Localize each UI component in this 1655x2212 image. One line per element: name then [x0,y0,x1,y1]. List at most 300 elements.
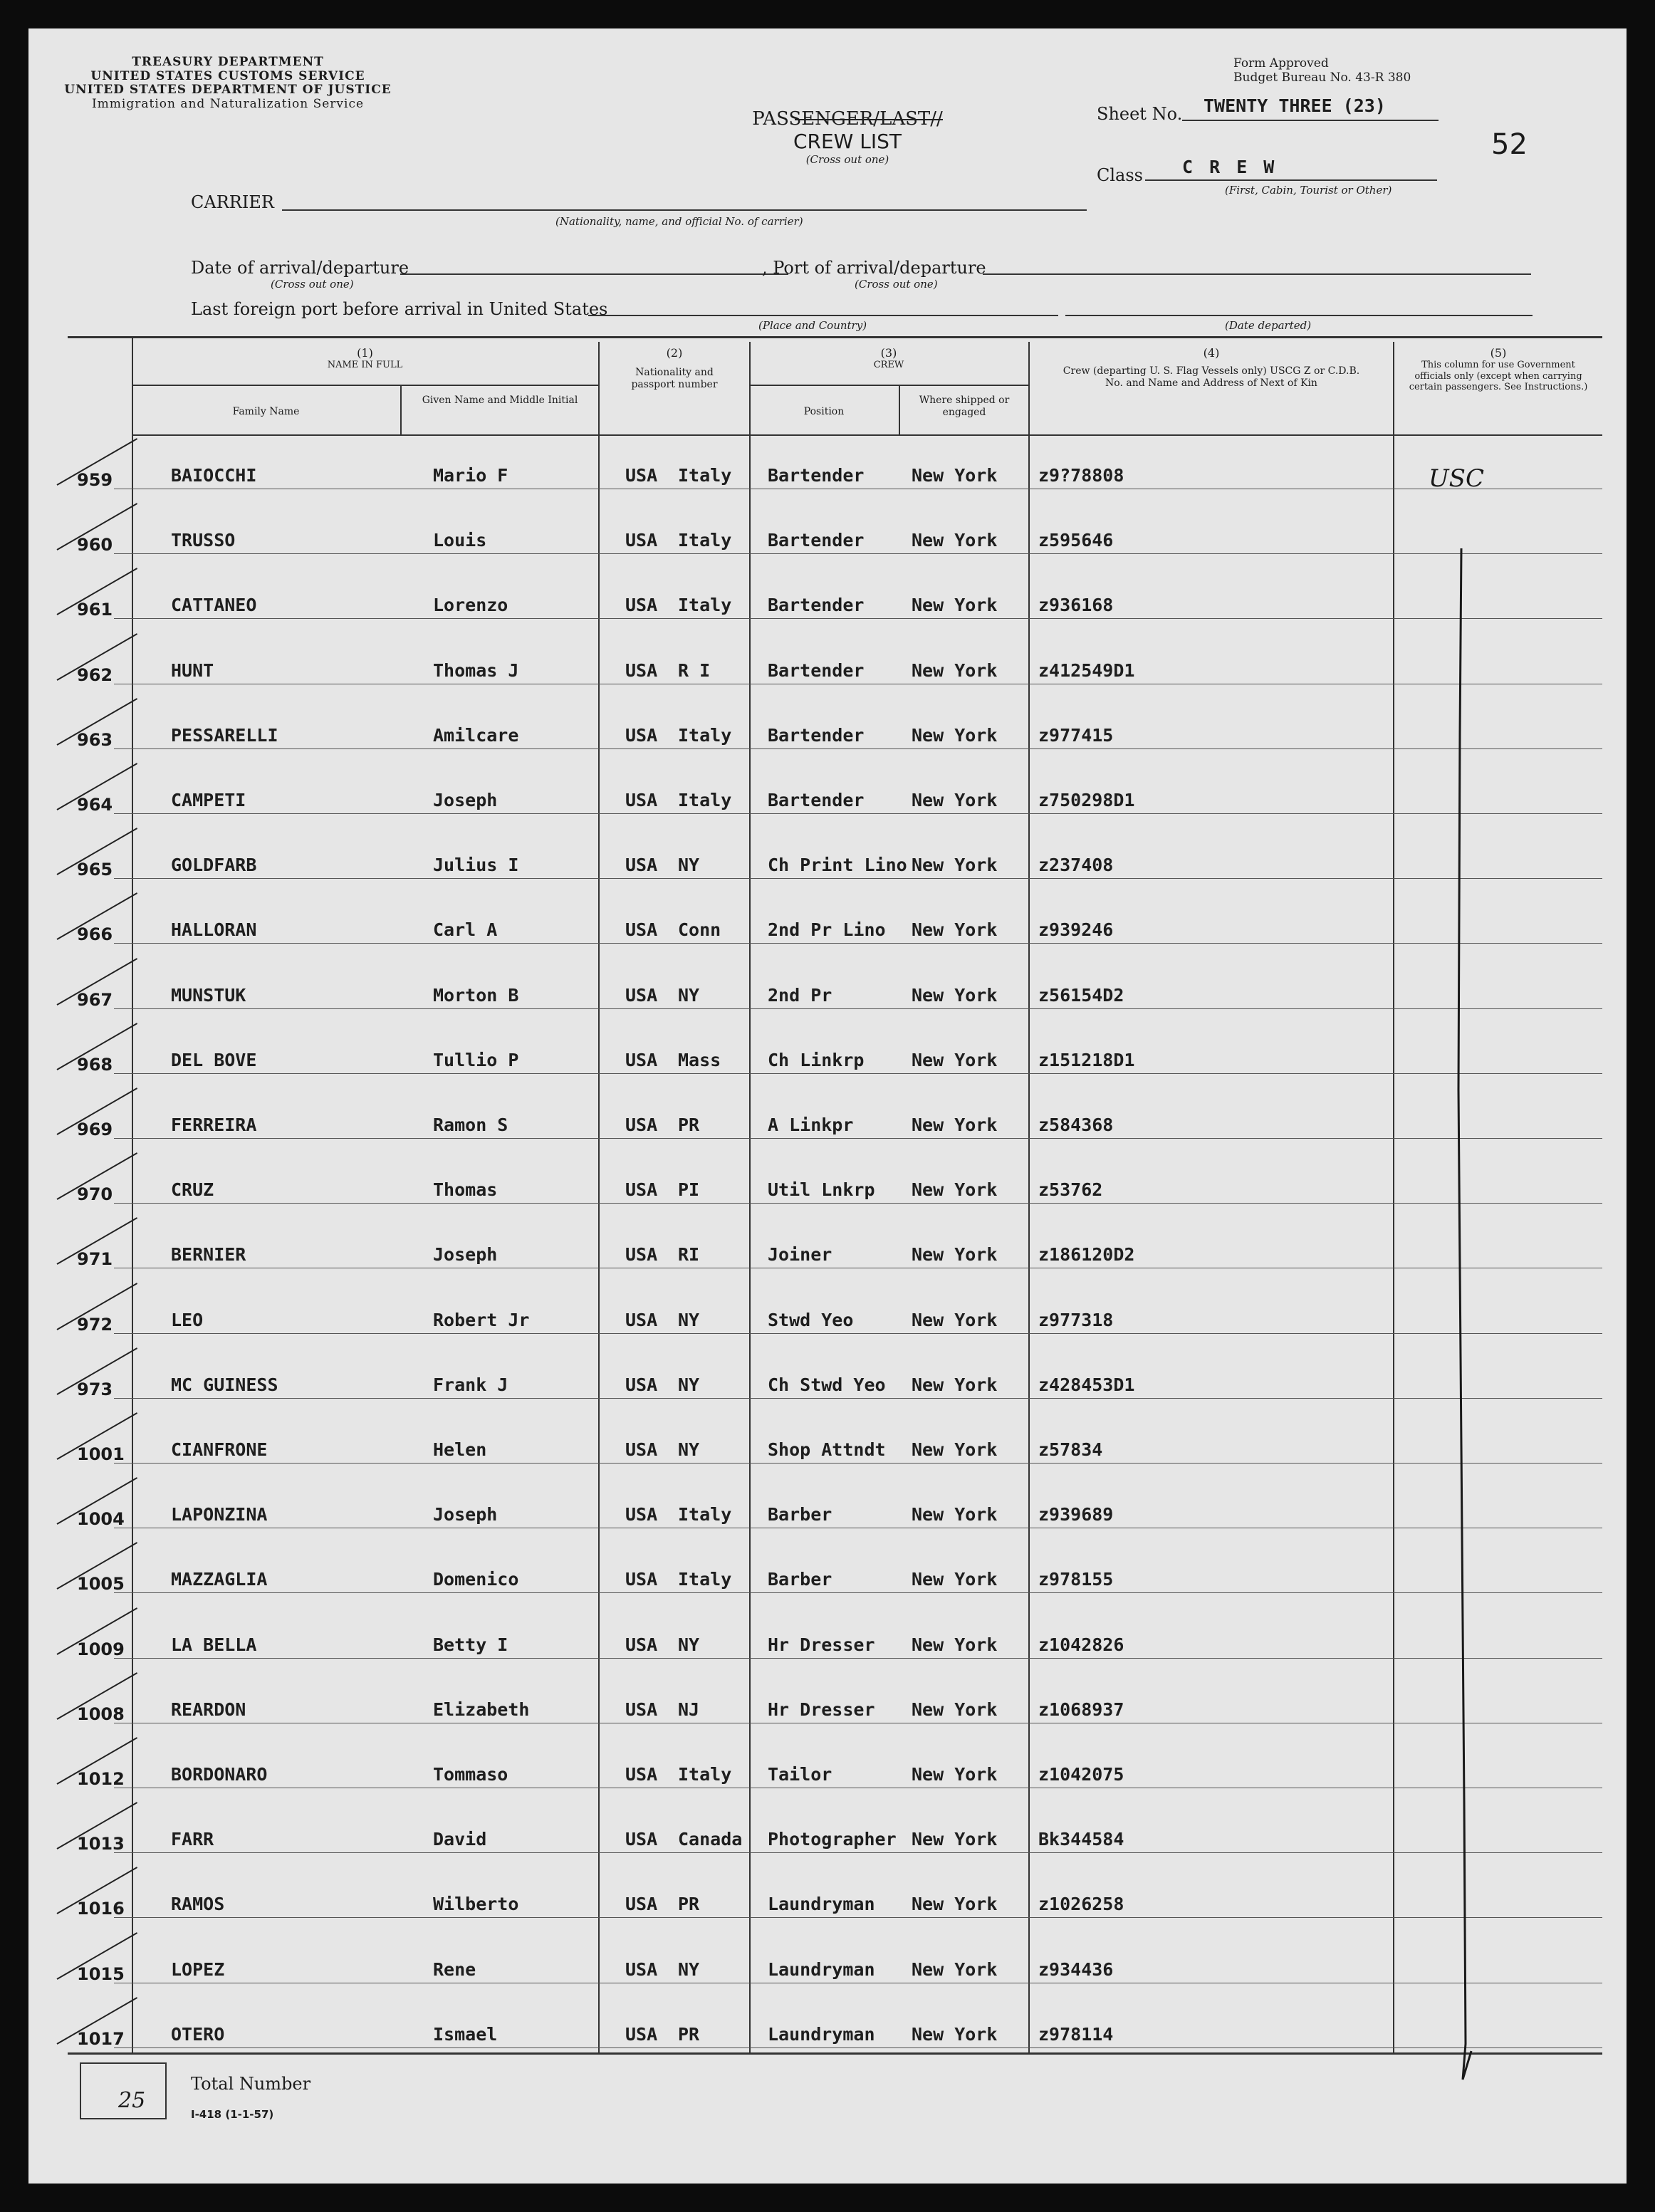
col3a-header: Position [803,406,845,417]
table-row [28,1755,1627,1788]
cell-family: CIANFRONE [171,1439,268,1460]
cell-nat: USA [625,1894,658,1915]
cell-z: z237408 [1038,855,1114,876]
col1-header: (1) NAME IN FULL [327,346,403,371]
row-line [114,748,1602,749]
cell-family: RAMOS [171,1894,225,1915]
cell-z: z151218D1 [1038,1049,1135,1070]
cell-given: Thomas [433,1179,498,1201]
table-row [28,781,1627,813]
cell-given: Robert Jr [433,1309,530,1330]
cell-nat: USA [625,1699,658,1720]
cell-position: Barber [768,1569,832,1590]
row-number: 968 [77,1054,113,1075]
table-row [28,910,1627,943]
cell-position: Laundryman [768,1894,875,1915]
cell-position: Ch Linkrp [768,1049,865,1070]
cell-nat: USA [625,1439,658,1460]
table-row [28,1105,1627,1138]
row-number: 966 [77,924,113,945]
cell-family: FERREIRA [171,1115,257,1135]
table-row [28,521,1627,553]
row-number: 971 [77,1249,113,1270]
cell-family: MAZZAGLIA [171,1569,268,1590]
cell-z: Bk344584 [1038,1829,1124,1850]
cell-shipped: New York [912,1894,998,1915]
cell-pass: NY [678,1958,700,1980]
row-line [114,1658,1602,1659]
agency-line: TREASURY DEPARTMENT [132,55,324,69]
table-row [28,1430,1627,1463]
cell-family: LOPEZ [171,1958,225,1980]
cell-pass: Italy [678,1504,732,1525]
place-note: (Place and Country) [758,319,867,332]
cell-nat: USA [625,2023,658,2045]
cell-shipped: New York [912,595,998,616]
table-bottom-border [68,2052,1602,2055]
table-row [28,1690,1627,1723]
cell-position: Bartender [768,724,865,746]
row-number: 1001 [77,1444,125,1464]
cell-position: A Linkpr [768,1115,854,1135]
carrier-label: CARRIER [191,192,274,212]
subhead-line [132,385,598,386]
cell-pass: PR [678,2023,700,2045]
cell-position: Laundryman [768,2023,875,2045]
header-bottom-line [132,434,1602,436]
cell-nat: USA [625,465,658,486]
cell-pass: PI [678,1179,700,1201]
col4-header: (4) Crew (departing U. S. Flag Vessels only) USCG Z or C.D.B. No. and Name and Address of Next of Kin [1063,346,1360,389]
row-number: 959 [77,470,113,490]
cell-family: CATTANEO [171,595,257,616]
cell-z: z934436 [1038,1958,1114,1980]
cell-shipped: New York [912,1958,998,1980]
table-row [28,716,1627,748]
cell-pass: Italy [678,530,732,551]
cell-given: David [433,1829,487,1850]
cell-nat: USA [625,1374,658,1395]
cell-shipped: New York [912,855,998,876]
subhead-line [749,385,1028,386]
cell-family: BORDONARO [171,1764,268,1785]
cell-position: Barber [768,1504,832,1525]
table-row [28,1365,1627,1398]
sheet-underline [1182,120,1439,121]
cell-nat: USA [625,1244,658,1266]
cell-position: Ch Print Lino [768,855,907,876]
cell-given: Ramon S [433,1115,508,1135]
cell-z: z53762 [1038,1179,1103,1201]
port-underline [983,273,1531,275]
cell-position: Bartender [768,790,865,810]
row-line [114,943,1602,944]
cell-family: OTERO [171,2023,225,2045]
cell-position: Ch Stwd Yeo [768,1374,886,1395]
cell-z: z936168 [1038,595,1114,616]
cell-pass: NY [678,855,700,876]
arrival-note: (Cross out one) [271,278,354,291]
col3b-header: Where shipped or engaged [919,395,1010,418]
cell-pass: PR [678,1894,700,1915]
cell-nat: USA [625,1309,658,1330]
cell-family: CRUZ [171,1179,214,1201]
row-line [114,553,1602,554]
row-number: 970 [77,1184,113,1205]
cell-nat: USA [625,1958,658,1980]
cell-pass: Italy [678,465,732,486]
cell-given: Mario F [433,465,508,486]
cell-position: Laundryman [768,1958,875,1980]
subcol-divider [400,385,402,434]
cell-shipped: New York [912,1049,998,1070]
class-value: C R E W [1182,157,1278,177]
agency-line: UNITED STATES DEPARTMENT OF JUSTICE [64,83,392,98]
table-row [28,1625,1627,1658]
carrier-underline [282,209,1087,211]
cell-z: z186120D2 [1038,1244,1135,1266]
cell-position: Stwd Yeo [768,1309,854,1330]
row-line [114,1333,1602,1334]
cell-given: Frank J [433,1374,508,1395]
title-note: (Cross out one) [805,153,889,166]
cell-nat: USA [625,1829,658,1850]
total-value: 25 [118,2088,146,2113]
row-number: 972 [77,1314,113,1335]
cell-position: Bartender [768,659,865,681]
sheet-label: Sheet No. [1097,104,1183,124]
cell-z: z1042075 [1038,1764,1124,1785]
cell-given: Tommaso [433,1764,508,1785]
row-number: 1017 [77,2028,125,2049]
cell-family: MUNSTUK [171,984,246,1006]
cell-pass: NY [678,984,700,1006]
port-label: , Port of arrival/departure [762,258,986,278]
cell-family: GOLDFARB [171,855,257,876]
row-number: 1013 [77,1834,125,1854]
cell-shipped: New York [912,1439,998,1460]
cell-nat: USA [625,1115,658,1135]
cell-nat: USA [625,659,658,681]
cell-shipped: New York [912,1374,998,1395]
port-note: (Cross out one) [855,278,938,291]
cell-family: REARDON [171,1699,246,1720]
agency-line: Immigration and Naturalization Service [91,96,365,111]
cell-z: z428453D1 [1038,1374,1135,1395]
row-number: 961 [77,600,113,620]
cell-position: 2nd Pr Lino [768,919,886,941]
table-row [28,1884,1627,1917]
cell-family: BERNIER [171,1244,246,1266]
cell-given: Joseph [433,790,498,810]
cell-z: z584368 [1038,1115,1114,1135]
cell-pass: NY [678,1309,700,1330]
cell-nat: USA [625,1179,658,1201]
cell-position: Util Lnkrp [768,1179,875,1201]
cell-pass: NY [678,1634,700,1655]
cell-pass: Italy [678,1569,732,1590]
row-line [114,1463,1602,1464]
arrival-underline [400,273,788,275]
cell-z: z56154D2 [1038,984,1124,1006]
cell-family: BAIOCCHI [171,465,257,486]
row-number: 969 [77,1120,113,1139]
title-block [669,108,1025,166]
table-row [28,845,1627,878]
row-line [114,2047,1602,2048]
cell-family: PESSARELLI [171,724,278,746]
cell-given: Julius I [433,855,519,876]
row-line [114,1398,1602,1399]
cell-position: Hr Dresser [768,1634,875,1655]
cell-family: HUNT [171,659,214,681]
cell-shipped: New York [912,1569,998,1590]
table-row [28,1495,1627,1528]
cell-pass: Mass [678,1049,721,1070]
cell-z: z939689 [1038,1504,1114,1525]
crew-list-form [28,28,1627,2184]
row-number: 967 [77,989,113,1010]
col5-header: (5) This column for use Government officials only (except when carrying certain passengers. See Instructions.) [1409,346,1588,393]
row-number: 973 [77,1379,113,1399]
table-row [28,1950,1627,1983]
cell-shipped: New York [912,1309,998,1330]
cell-given: Carl A [433,919,498,941]
col5-vertical-tick [1446,520,1488,2087]
cell-given: Helen [433,1439,487,1460]
cell-pass: Conn [678,919,721,941]
sheet-value: TWENTY THREE (23) [1204,95,1386,116]
cell-z: z977415 [1038,724,1114,746]
cell-z: z595646 [1038,530,1114,551]
cell-given: Rene [433,1958,476,1980]
cell-z: z978155 [1038,1569,1114,1590]
strike-line [795,119,943,120]
cell-nat: USA [625,1764,658,1785]
cell-family: TRUSSO [171,530,236,551]
cell-given: Ismael [433,2023,498,2045]
cell-nat: USA [625,855,658,876]
table-row [28,1235,1627,1268]
cell-shipped: New York [912,1699,998,1720]
cell-family: FARR [171,1829,214,1850]
cell-pass: RI [678,1244,700,1266]
cell-shipped: New York [912,1179,998,1201]
class-label: Class [1097,165,1143,185]
cell-pass: NY [678,1439,700,1460]
table-row [28,1560,1627,1595]
cell-nat: USA [625,984,658,1006]
carrier-note: (Nationality, name, and official No. of carrier) [555,215,803,228]
cell-pass: R I [678,659,711,681]
cell-shipped: New York [912,790,998,810]
cell-family: HALLORAN [171,919,257,941]
class-underline [1145,179,1437,181]
cell-pass: NY [678,1374,700,1395]
form-approved [1233,57,1411,85]
cell-pass: PR [678,1115,700,1135]
cell-nat: USA [625,1504,658,1525]
col1a-header: Family Name [232,406,300,417]
row-number: 1009 [77,1639,125,1659]
table-row [28,1300,1627,1333]
cell-family: LA BELLA [171,1634,257,1655]
cell-given: Tullio P [433,1049,519,1070]
cell-z: z1042826 [1038,1634,1124,1655]
total-box [80,2062,167,2119]
cell-position: Tailor [768,1764,832,1785]
row-number: 1015 [77,1963,125,1984]
row-line [114,1138,1602,1139]
cell-position: Bartender [768,465,865,486]
cell-given: Betty I [433,1634,508,1655]
table-top-border [68,336,1602,338]
table-row [28,651,1627,684]
cell-given: Joseph [433,1504,498,1525]
row-number: 1005 [77,1574,125,1595]
cell-pass: NJ [678,1699,700,1720]
table-row [28,585,1627,618]
cell-pass: Italy [678,724,732,746]
row-line [114,1917,1602,1918]
cell-position: 2nd Pr [768,984,832,1006]
title-struck: PASSENGER/LAST// [752,108,943,130]
row-line [114,1592,1602,1593]
cell-nat: USA [625,1634,658,1655]
col3-header: (3) CREW [873,346,904,371]
cell-shipped: New York [912,2023,998,2045]
cell-position: Photographer [768,1829,897,1850]
cell-z: z939246 [1038,919,1114,941]
row-number: 965 [77,860,113,880]
table-row [28,976,1627,1008]
cell-position: Bartender [768,595,865,616]
cell-position: Hr Dresser [768,1699,875,1720]
agency-line: UNITED STATES CUSTOMS SERVICE [90,68,365,83]
row-number: 960 [77,535,113,555]
cell-family: LEO [171,1309,204,1330]
cell-given: Louis [433,530,487,551]
cell-shipped: New York [912,724,998,746]
form-approved-line: Form Approved [1233,56,1329,71]
table-row [28,1170,1627,1203]
cell-z: z9?78808 [1038,465,1124,486]
cell-given: Lorenzo [433,595,508,616]
row-line [114,1203,1602,1204]
cell-family: CAMPETI [171,790,246,810]
cell-given: Thomas J [433,659,519,681]
agency-block [64,56,392,111]
cell-pass: Canada [678,1829,743,1850]
last-port-underline [588,315,1058,316]
cell-position: Shop Attndt [768,1439,886,1460]
row-number: 962 [77,664,113,685]
cell-z: z1068937 [1038,1699,1124,1720]
cell-position: Bartender [768,530,865,551]
col5-mark: USC [1429,464,1484,493]
table-row [28,2015,1627,2047]
cell-shipped: New York [912,984,998,1006]
cell-shipped: New York [912,659,998,681]
cell-given: Elizabeth [433,1699,530,1720]
cell-nat: USA [625,530,658,551]
row-line [114,618,1602,619]
page-number: 52 [1491,128,1528,161]
cell-pass: Italy [678,790,732,810]
cell-nat: USA [625,1049,658,1070]
cell-shipped: New York [912,1115,998,1135]
cell-z: z412549D1 [1038,659,1135,681]
cell-shipped: New York [912,1829,998,1850]
cell-pass: Italy [678,595,732,616]
cell-given: Amilcare [433,724,519,746]
table-row [28,1040,1627,1073]
cell-nat: USA [625,1569,658,1590]
cell-pass: Italy [678,1764,732,1785]
row-number: 1008 [77,1704,125,1724]
cell-nat: USA [625,724,658,746]
row-line [114,813,1602,814]
class-note: (First, Cabin, Tourist or Other) [1225,184,1392,197]
date-note: (Date departed) [1225,319,1312,332]
form-approved-line: Budget Bureau No. 43-R 380 [1233,70,1411,85]
cell-shipped: New York [912,530,998,551]
row-number: 1004 [77,1509,125,1530]
row-line [114,1852,1602,1853]
cell-shipped: New York [912,1504,998,1525]
col1b-header: Given Name and Middle Initial [422,395,578,406]
row-line [114,878,1602,879]
cell-shipped: New York [912,1764,998,1785]
cell-z: z978114 [1038,2023,1114,2045]
row-number: 1016 [77,1899,125,1919]
cell-given: Joseph [433,1244,498,1266]
col2-header: (2) Nationality and passport number [631,346,718,390]
cell-given: Wilberto [433,1894,519,1915]
cell-z: z977318 [1038,1309,1114,1330]
cell-shipped: New York [912,919,998,941]
cell-nat: USA [625,595,658,616]
row-number: 963 [77,729,113,750]
row-number: 964 [77,795,113,815]
table-row [28,1820,1627,1852]
row-number: 1012 [77,1769,125,1789]
form-number: I-418 (1-1-57) [191,2108,274,2121]
arrival-label: Date of arrival/departure [191,258,409,278]
cell-position: Joiner [768,1244,832,1266]
last-port-label: Last foreign port before arrival in United States [191,299,608,319]
page-title: CREW LIST [793,130,902,153]
cell-z: z57834 [1038,1439,1103,1460]
cell-family: MC GUINESS [171,1374,278,1395]
cell-nat: USA [625,919,658,941]
cell-shipped: New York [912,1634,998,1655]
table-row [28,456,1627,489]
row-line [114,1073,1602,1074]
cell-z: z1026258 [1038,1894,1124,1915]
cell-shipped: New York [912,465,998,486]
cell-family: DEL BOVE [171,1049,257,1070]
total-label: Total Number [191,2074,311,2094]
cell-z: z750298D1 [1038,790,1135,810]
row-line [114,1008,1602,1009]
date-departed-underline [1065,315,1533,316]
cell-nat: USA [625,790,658,810]
cell-given: Morton B [433,984,519,1006]
cell-shipped: New York [912,1244,998,1266]
cell-given: Domenico [433,1569,519,1590]
cell-family: LAPONZINA [171,1504,268,1525]
